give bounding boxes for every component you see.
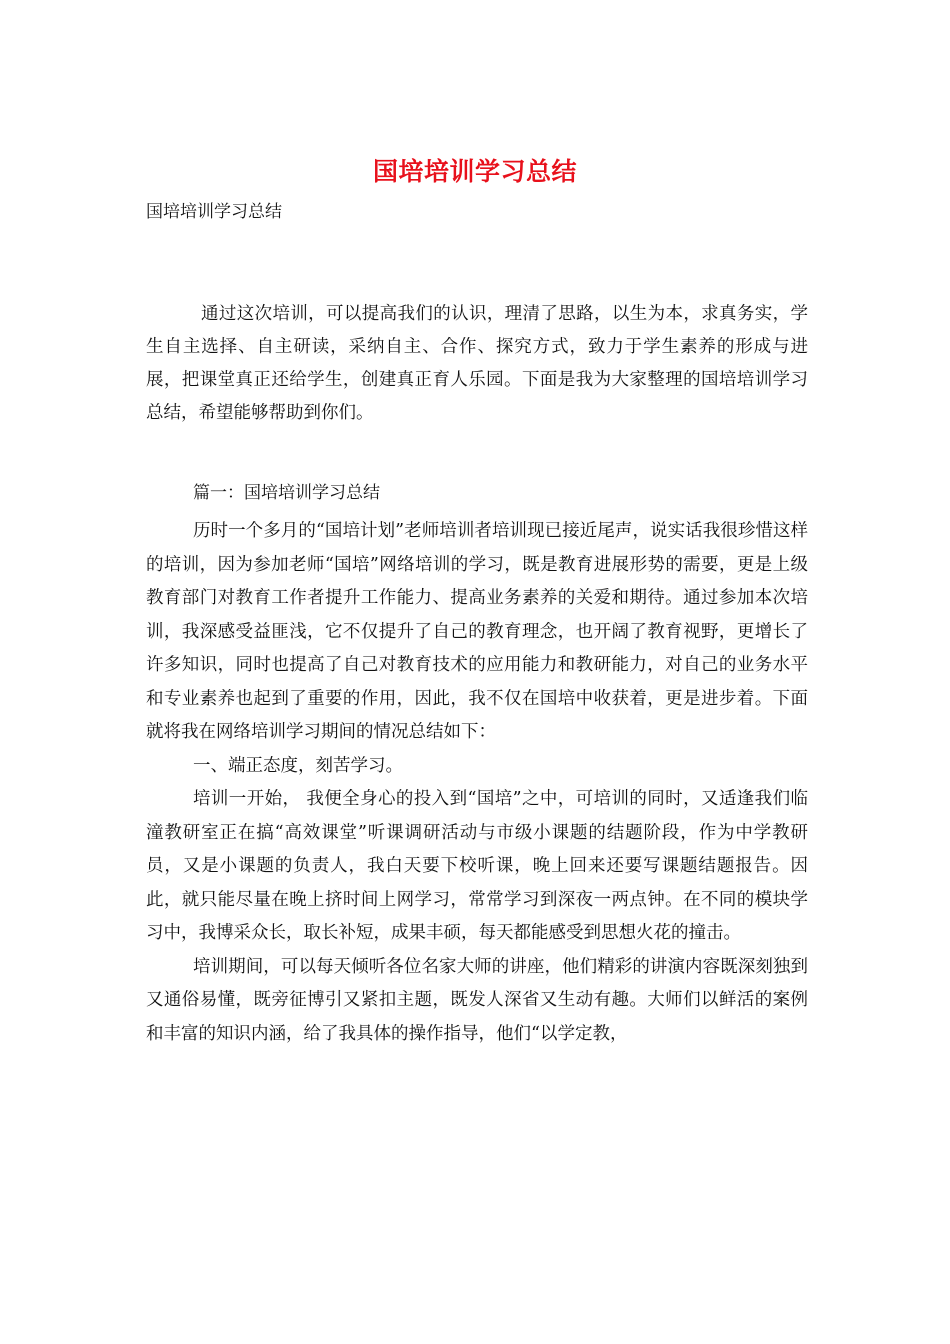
body-subheading: 一、端正态度，刻苦学习。 — [193, 755, 403, 776]
body-text — [146, 515, 808, 1051]
document-title: 国培培训学习总结 — [372, 157, 577, 186]
section-heading: 篇一：国培培训学习总结 — [193, 483, 380, 503]
body-paragraph: 历时一个多月的“国培计划”老师培训者培训现已接近尾声，说实话我很珍惜这样的培训，因为参加老师“国培”网络培训的学习，既是教育进展形势的需要，更是上级教育部门对教育工作者提升工作能力、提高业务素养的关爱和期待。通过参加本次培训，我深感受益匪浅，它不仅提升了自己的教育理念，也开阔了教育视野，更增长了许多知识，同时也提高了自己对教育技术的应用能力和教研能力，对自己的业务水平和专业素养也起到了重要的作用，因此，我不仅在国培中收获着，更是进步着。下面就将我在网络培训学习期间的情况总结如下： — [146, 521, 808, 742]
body-paragraph: 培训一开始， 我便全身心的投入到“国培”之中，可培训的同时，又适逢我们临潼教研室正在搞“高效课堂”听课调研活动与市级小课题的结题阶段，作为中学教研员，又是小课题的负责人，我白天要下校听课，晚上回来还要写课题结题报告。因此，就只能尽量在晚上挤时间上网学习，常常学习到深夜一两点钟。在不同的模块学习中，我博采众长，取长补短，成果丰硕，每天都能感受到思想火花的撞击。 — [146, 789, 808, 943]
body-paragraph: 培训期间，可以每天倾听各位名家大师的讲座，他们精彩的讲演内容既深刻独到又通俗易懂，既旁征博引又紧扣主题，既发人深省又生动有趣。大师们以鲜活的案例和丰富的知识内涵，给了我具体的操作指导，他们“以学定教， — [146, 956, 808, 1044]
document-subtitle: 国培培训学习总结 — [146, 202, 282, 222]
intro-paragraph: 通过这次培训，可以提高我们的认识，理清了思路，以生为本，求真务实，学生自主选择、自主研读，采纳自主、合作、探究方式，致力于学生素养的形成与进展，把课堂真正还给学生，创建真正育人乐园。下面是我为大家整理的国培培训学习总结，希望能够帮助到你们。 — [146, 304, 808, 423]
